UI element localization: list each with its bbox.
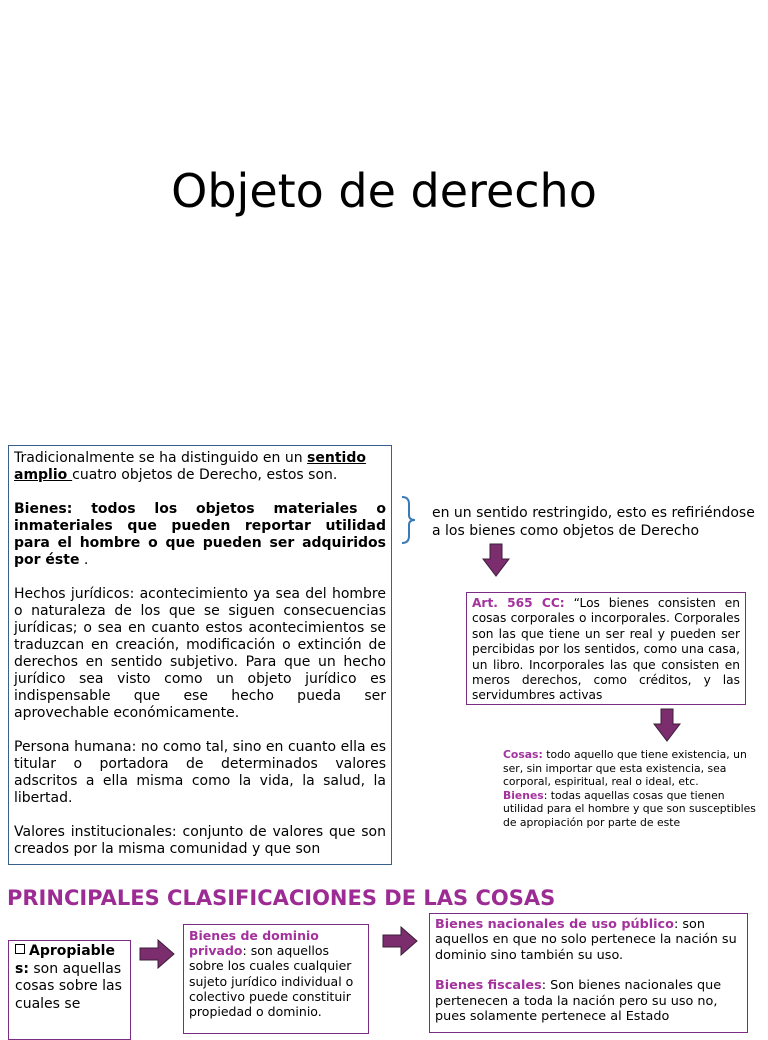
objects-of-law-textbox — [8, 445, 392, 865]
arrow-down-icon — [482, 543, 510, 577]
bienes-nacionales-box — [429, 913, 748, 1033]
fiscales-paragraph: Bienes fiscales: Son bienes nacionales que pertenecen a toda la nación pero su uso no, pues solamente pertenece al Estado — [435, 978, 722, 1025]
intro-paragraph: Tradicionalmente se ha distinguido en un sentido amplio cuatro objetos de Derecho, estos son. — [14, 450, 366, 483]
apropiables-box: Apropiable s: son aquellas cosas sobre las cuales se — [8, 940, 131, 1040]
arrow-down-icon — [653, 708, 681, 742]
valores-paragraph: Valores institucionales: conjunto de valores que son creados por la misma comunidad y que son — [14, 824, 386, 857]
bienes-paragraph: Bienes: todos los objetos materiales o inmateriales que pueden reportar utilidad para el hombre o que pueden ser adquiridos por éste . — [14, 501, 386, 568]
restricted-sense-text: en un sentido restringido, esto es refiriéndose a los bienes como objetos de Derecho — [432, 505, 755, 539]
hechos-paragraph: Hechos jurídicos: acontecimiento ya sea del hombre o naturaleza de los que se siguen consecuencias jurídicas; o sea en cuanto estos acontecimientos se traduzcan en creación, modificación o extinción de derechos en sentido subjetivo. Para que un hecho jurídico sea visto como un objeto jurídico es indispensable que ese hecho pueda ser aprovechable económicamente. — [14, 586, 386, 721]
right-brace-icon — [400, 496, 418, 544]
classifications-heading: PRINCIPALES CLASIFICACIONES DE LAS COSAS — [7, 886, 556, 910]
article-565-box: Art. 565 CC: “Los bienes consisten en cosas corporales o incorporales. Corporales son las que tiene un ser real y pueden ser percibidas por los sentidos, como una casa, un libro. Incorporales las que consisten en meros derechos, como créditos, y las servidumbres activas — [466, 592, 746, 705]
dominio-privado-box: Bienes de dominio privado: son aquellos sobre los cuales cualquier sujeto jurídico individual o colectivo puede constituir propiedad o dominio. — [183, 924, 369, 1034]
arrow-right-icon — [139, 939, 175, 969]
checkbox-bullet-icon — [15, 944, 25, 954]
arrow-right-icon — [382, 926, 418, 956]
sentido-amplio-term: sentido amplio — [14, 450, 366, 483]
slide-title: Objeto de derecho — [171, 164, 597, 218]
persona-paragraph: Persona humana: no como tal, sino en cuanto ella es titular o portadora de determinados valores adscritos a ella misma como la vida, la salud, la libertad. — [14, 739, 386, 806]
uso-publico-paragraph: Bienes nacionales de uso público: son aquellos en que no solo pertenece la nación su dominio sino también su uso. — [435, 917, 737, 963]
cosas-bienes-definitions: Cosas: todo aquello que tiene existencia, un ser, sin importar que esta existencia, sea corporal, espiritual, real o ideal, etc. Bienes: todas aquellas cosas que tienen utilidad para el hombre y que son susceptibles de apropiación por parte de este — [503, 748, 756, 829]
